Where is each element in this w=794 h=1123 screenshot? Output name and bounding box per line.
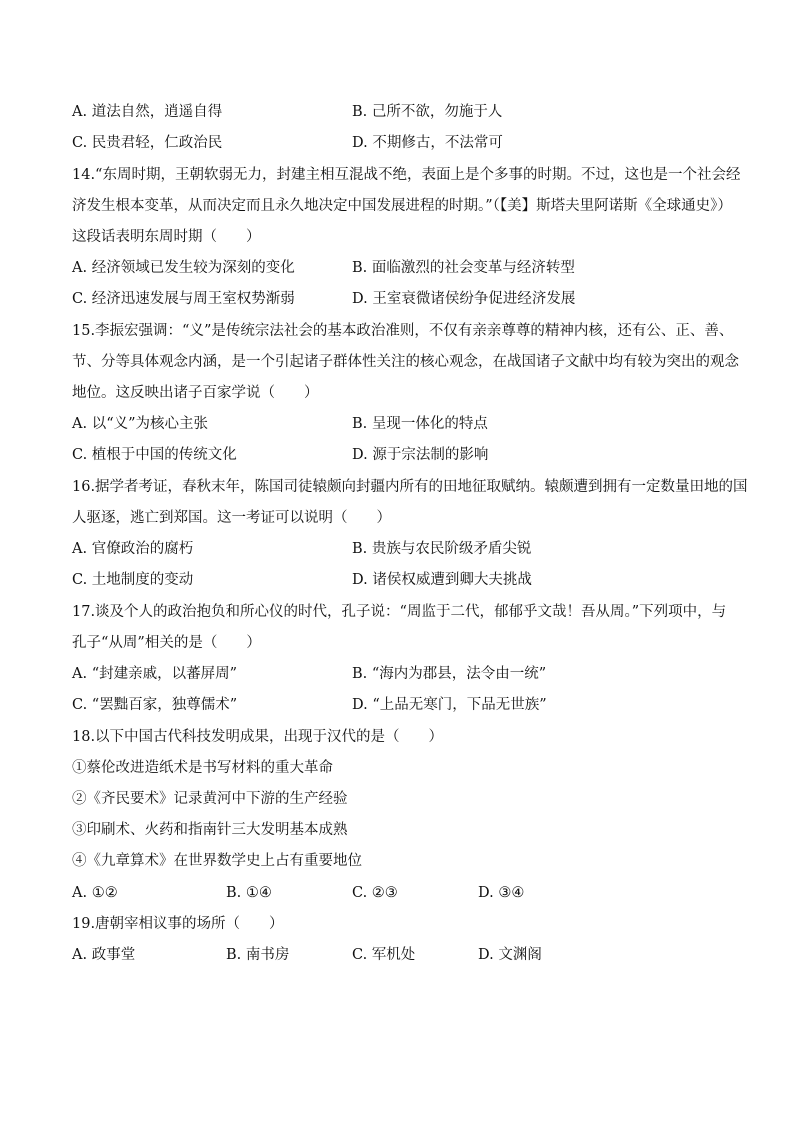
q18-item-1: ①蔡伦改进造纸术是书写材料的重大革命 [72,760,333,776]
q15-option-a[interactable]: A. 以“义”为核心主张 [72,416,209,432]
q18-option-d[interactable]: D. ③④ [478,885,525,901]
q14-option-b[interactable]: B. 面临激烈的社会变革与经济转型 [352,260,575,276]
q17-stem-line-2: 孔子“从周”相关的是（ ） [72,635,261,651]
q15-option-b[interactable]: B. 呈现一体化的特点 [352,416,488,432]
q13-option-a[interactable]: A. 道法自然，逍遥自得 [72,104,223,120]
q17-stem-line-1: 17.谈及个人的政治抱负和所心仪的时代，孔子说：“周监于二代，郁郁乎文哉！吾从周。”下列项中，与 [72,604,727,620]
q15-stem-line-2: 节、分等具体观念内涵，是一个引起诸子群体性关注的核心观念，在战国诸子文献中均有较为突出的观念 [72,354,739,370]
q19-option-b[interactable]: B. 南书房 [226,947,290,963]
q17-option-c[interactable]: C. “罢黜百家，独尊儒术” [72,697,238,713]
q19-stem-line-1: 19.唐朝宰相议事的场所（ ） [72,916,284,932]
q18-item-4: ④《九章算术》在世界数学史上占有重要地位 [72,853,362,869]
q15-stem-line-3: 地位。这反映出诸子百家学说（ ） [72,385,319,401]
q18-option-b[interactable]: B. ①④ [226,885,272,901]
q15-option-c[interactable]: C. 植根于中国的传统文化 [72,447,237,463]
q18-option-c[interactable]: C. ②③ [352,885,398,901]
q13-option-d[interactable]: D. 不期修古，不法常可 [352,135,503,151]
q14-option-c[interactable]: C. 经济迅速发展与周王室权势渐弱 [72,291,295,307]
q15-option-d[interactable]: D. 源于宗法制的影响 [352,447,489,463]
q16-stem-line-1: 16.据学者考证，春秋末年，陈国司徒辕颇向封疆内所有的田地征取赋纳。辕颇遭到拥有一定数量田地的国 [72,479,748,495]
q18-item-2: ②《齐民要术》记录黄河中下游的生产经验 [72,791,348,807]
q17-option-a[interactable]: A. “封建亲戚，以蕃屏周” [72,666,238,682]
q14-stem-line-2: 济发生根本变革，从而决定而且永久地决定中国发展进程的时期。”（【美】斯塔夫里阿诺斯《全球通史》） [72,198,732,214]
q16-stem-line-2: 人驱逐，逃亡到郑国。这一考证可以说明（ ） [72,510,391,526]
q15-stem-line-1: 15.李振宏强调：“义”是传统宗法社会的基本政治准则，不仅有亲亲尊尊的精神内核，还有公、正、善、 [72,323,734,339]
q19-option-d[interactable]: D. 文渊阁 [478,947,542,963]
q18-stem-line-1: 18.以下中国古代科技发明成果，出现于汉代的是（ ） [72,729,444,745]
q14-option-d[interactable]: D. 王室衰微诸侯纷争促进经济发展 [352,291,576,307]
q19-option-a[interactable]: A. 政事堂 [72,947,136,963]
q16-option-a[interactable]: A. 官僚政治的腐朽 [72,541,194,557]
q19-option-c[interactable]: C. 军机处 [352,947,416,963]
q17-option-b[interactable]: B. “海内为郡县，法令由一统” [352,666,547,682]
q14-option-a[interactable]: A. 经济领域已发生较为深刻的变化 [72,260,295,276]
q16-option-c[interactable]: C. 土地制度的变动 [72,572,194,588]
q16-option-d[interactable]: D. 诸侯权威遭到卿大夫挑战 [352,572,532,588]
q18-item-3: ③印刷术、火药和指南针三大发明基本成熟 [72,822,348,838]
q18-option-a[interactable]: A. ①② [72,885,118,901]
q14-stem-line-1: 14.“东周时期，王朝软弱无力，封建主相互混战不绝，表面上是个多事的时期。不过，这也是一个社会经 [72,167,741,183]
q13-option-b[interactable]: B. 己所不欲，勿施于人 [352,104,503,120]
q13-option-c[interactable]: C. 民贵君轻，仁政治民 [72,135,223,151]
q16-option-b[interactable]: B. 贵族与农民阶级矛盾尖锐 [352,541,532,557]
q14-stem-line-3: 这段话表明东周时期（ ） [72,229,261,245]
q17-option-d[interactable]: D. “上品无寒门，下品无世族” [352,697,547,713]
